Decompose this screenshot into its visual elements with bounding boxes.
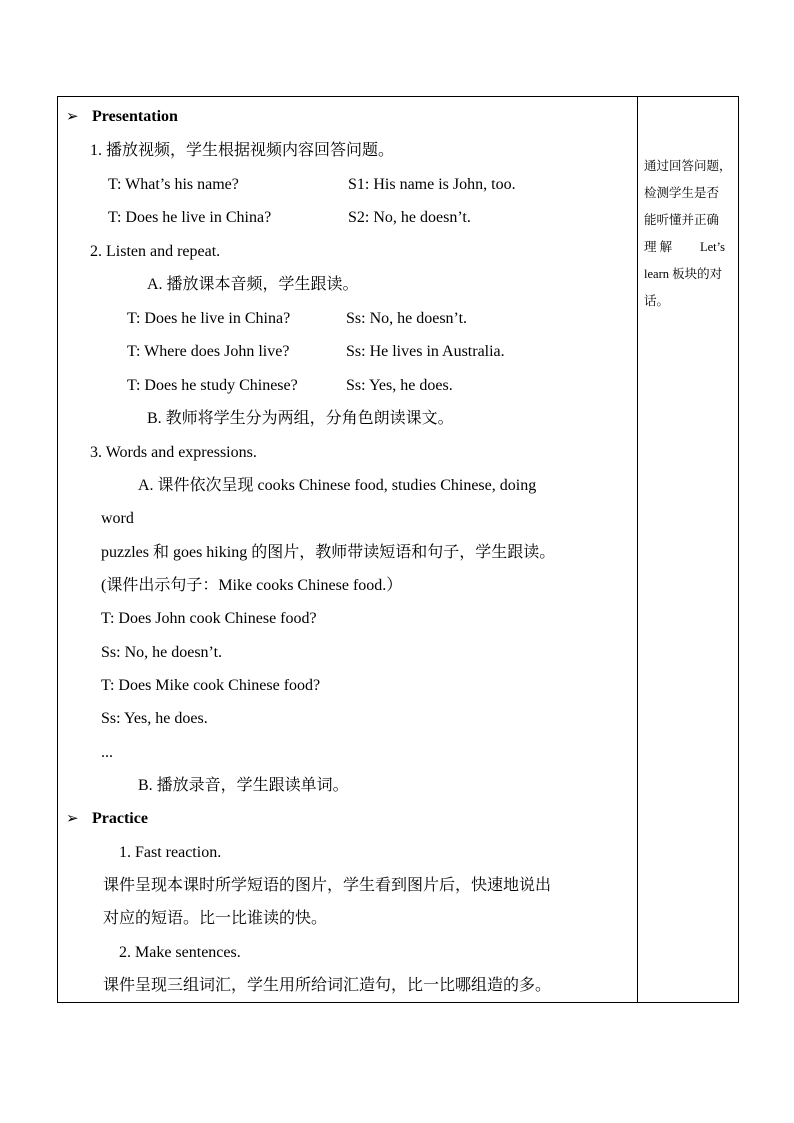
dialogue-answer-4: Ss: He lives in Australia. (346, 343, 505, 360)
design-intent-cell (638, 97, 739, 1003)
dialogue-answer-5: Ss: Yes, he does. (346, 377, 453, 394)
presentation-heading: Presentation (92, 108, 178, 125)
design-note-line-4a: 理 解 (644, 240, 673, 254)
practice-step-1: 1. Fast reaction. (119, 844, 222, 861)
design-note-line-4b: Let’s (700, 240, 725, 254)
presentation-step-3a: A. 课件依次呈现 cooks Chinese food, studies Chinese, doing (138, 477, 537, 494)
presentation-step-3: 3. Words and expressions. (90, 444, 257, 461)
dialogue-question-5: T: Does he study Chinese? (127, 377, 298, 394)
dialogue-answer-6: Ss: No, he doesn’t. (101, 644, 223, 661)
dialogue-answer-7: Ss: Yes, he does. (101, 710, 208, 727)
design-note-line-1: 通过回答问题， (644, 159, 732, 173)
courseware-sentence: (课件出示句子：Mike cooks Chinese food.） (101, 577, 403, 594)
design-note-line-3: 能听懂并正确 (644, 213, 720, 227)
dialogue-answer-3: Ss: No, he doesn’t. (346, 310, 468, 327)
arrow-bullet-icon: ➢ (66, 109, 79, 125)
dialogue-question-1: T: What’s his name? (108, 176, 239, 193)
practice-heading: Practice (92, 810, 148, 827)
presentation-step-2: 2. Listen and repeat. (90, 243, 221, 260)
dialogue-question-7: T: Does Mike cook Chinese food? (101, 677, 321, 694)
design-note-line-2: 检测学生是否 (644, 186, 720, 200)
dialogue-question-6: T: Does John cook Chinese food? (101, 610, 317, 627)
dialogue-question-2: T: Does he live in China? (108, 209, 272, 226)
lesson-plan-table (57, 96, 739, 1003)
practice-step-2: 2. Make sentences. (119, 944, 241, 961)
design-note-line-6: 话。 (644, 294, 670, 308)
phrases-description: puzzles 和 goes hiking 的图片，教师带读短语和句子，学生跟读。 (101, 544, 556, 561)
presentation-step-2b: B. 教师将学生分为两组，分角色朗读课文。 (147, 410, 454, 427)
ellipsis: ... (101, 744, 113, 761)
presentation-step-3b: B. 播放录音，学生跟读单词。 (138, 777, 349, 794)
presentation-step-1: 1. 播放视频，学生根据视频内容回答问题。 (90, 142, 395, 159)
presentation-step-2a: A. 播放课本音频，学生跟读。 (147, 276, 359, 293)
dialogue-question-4: T: Where does John live? (127, 343, 290, 360)
dialogue-question-3: T: Does he live in China? (127, 310, 291, 327)
dialogue-answer-1: S1: His name is John, too. (348, 176, 516, 193)
design-note-line-5: learn 板块的对 (644, 267, 723, 281)
presentation-step-3a-continued: word (101, 510, 134, 527)
arrow-bullet-icon: ➢ (66, 811, 79, 827)
procedure-cell (58, 97, 638, 1003)
practice-step-1-description-line-1: 课件呈现本课时所学短语的图片，学生看到图片后，快速地说出 (103, 877, 552, 894)
dialogue-answer-2: S2: No, he doesn’t. (348, 209, 471, 226)
practice-step-1-description-line-2: 对应的短语。比一比谁读的快。 (103, 910, 328, 927)
practice-step-2-description: 课件呈现三组词汇，学生用所给词汇造句，比一比哪组造的多。 (103, 977, 552, 994)
